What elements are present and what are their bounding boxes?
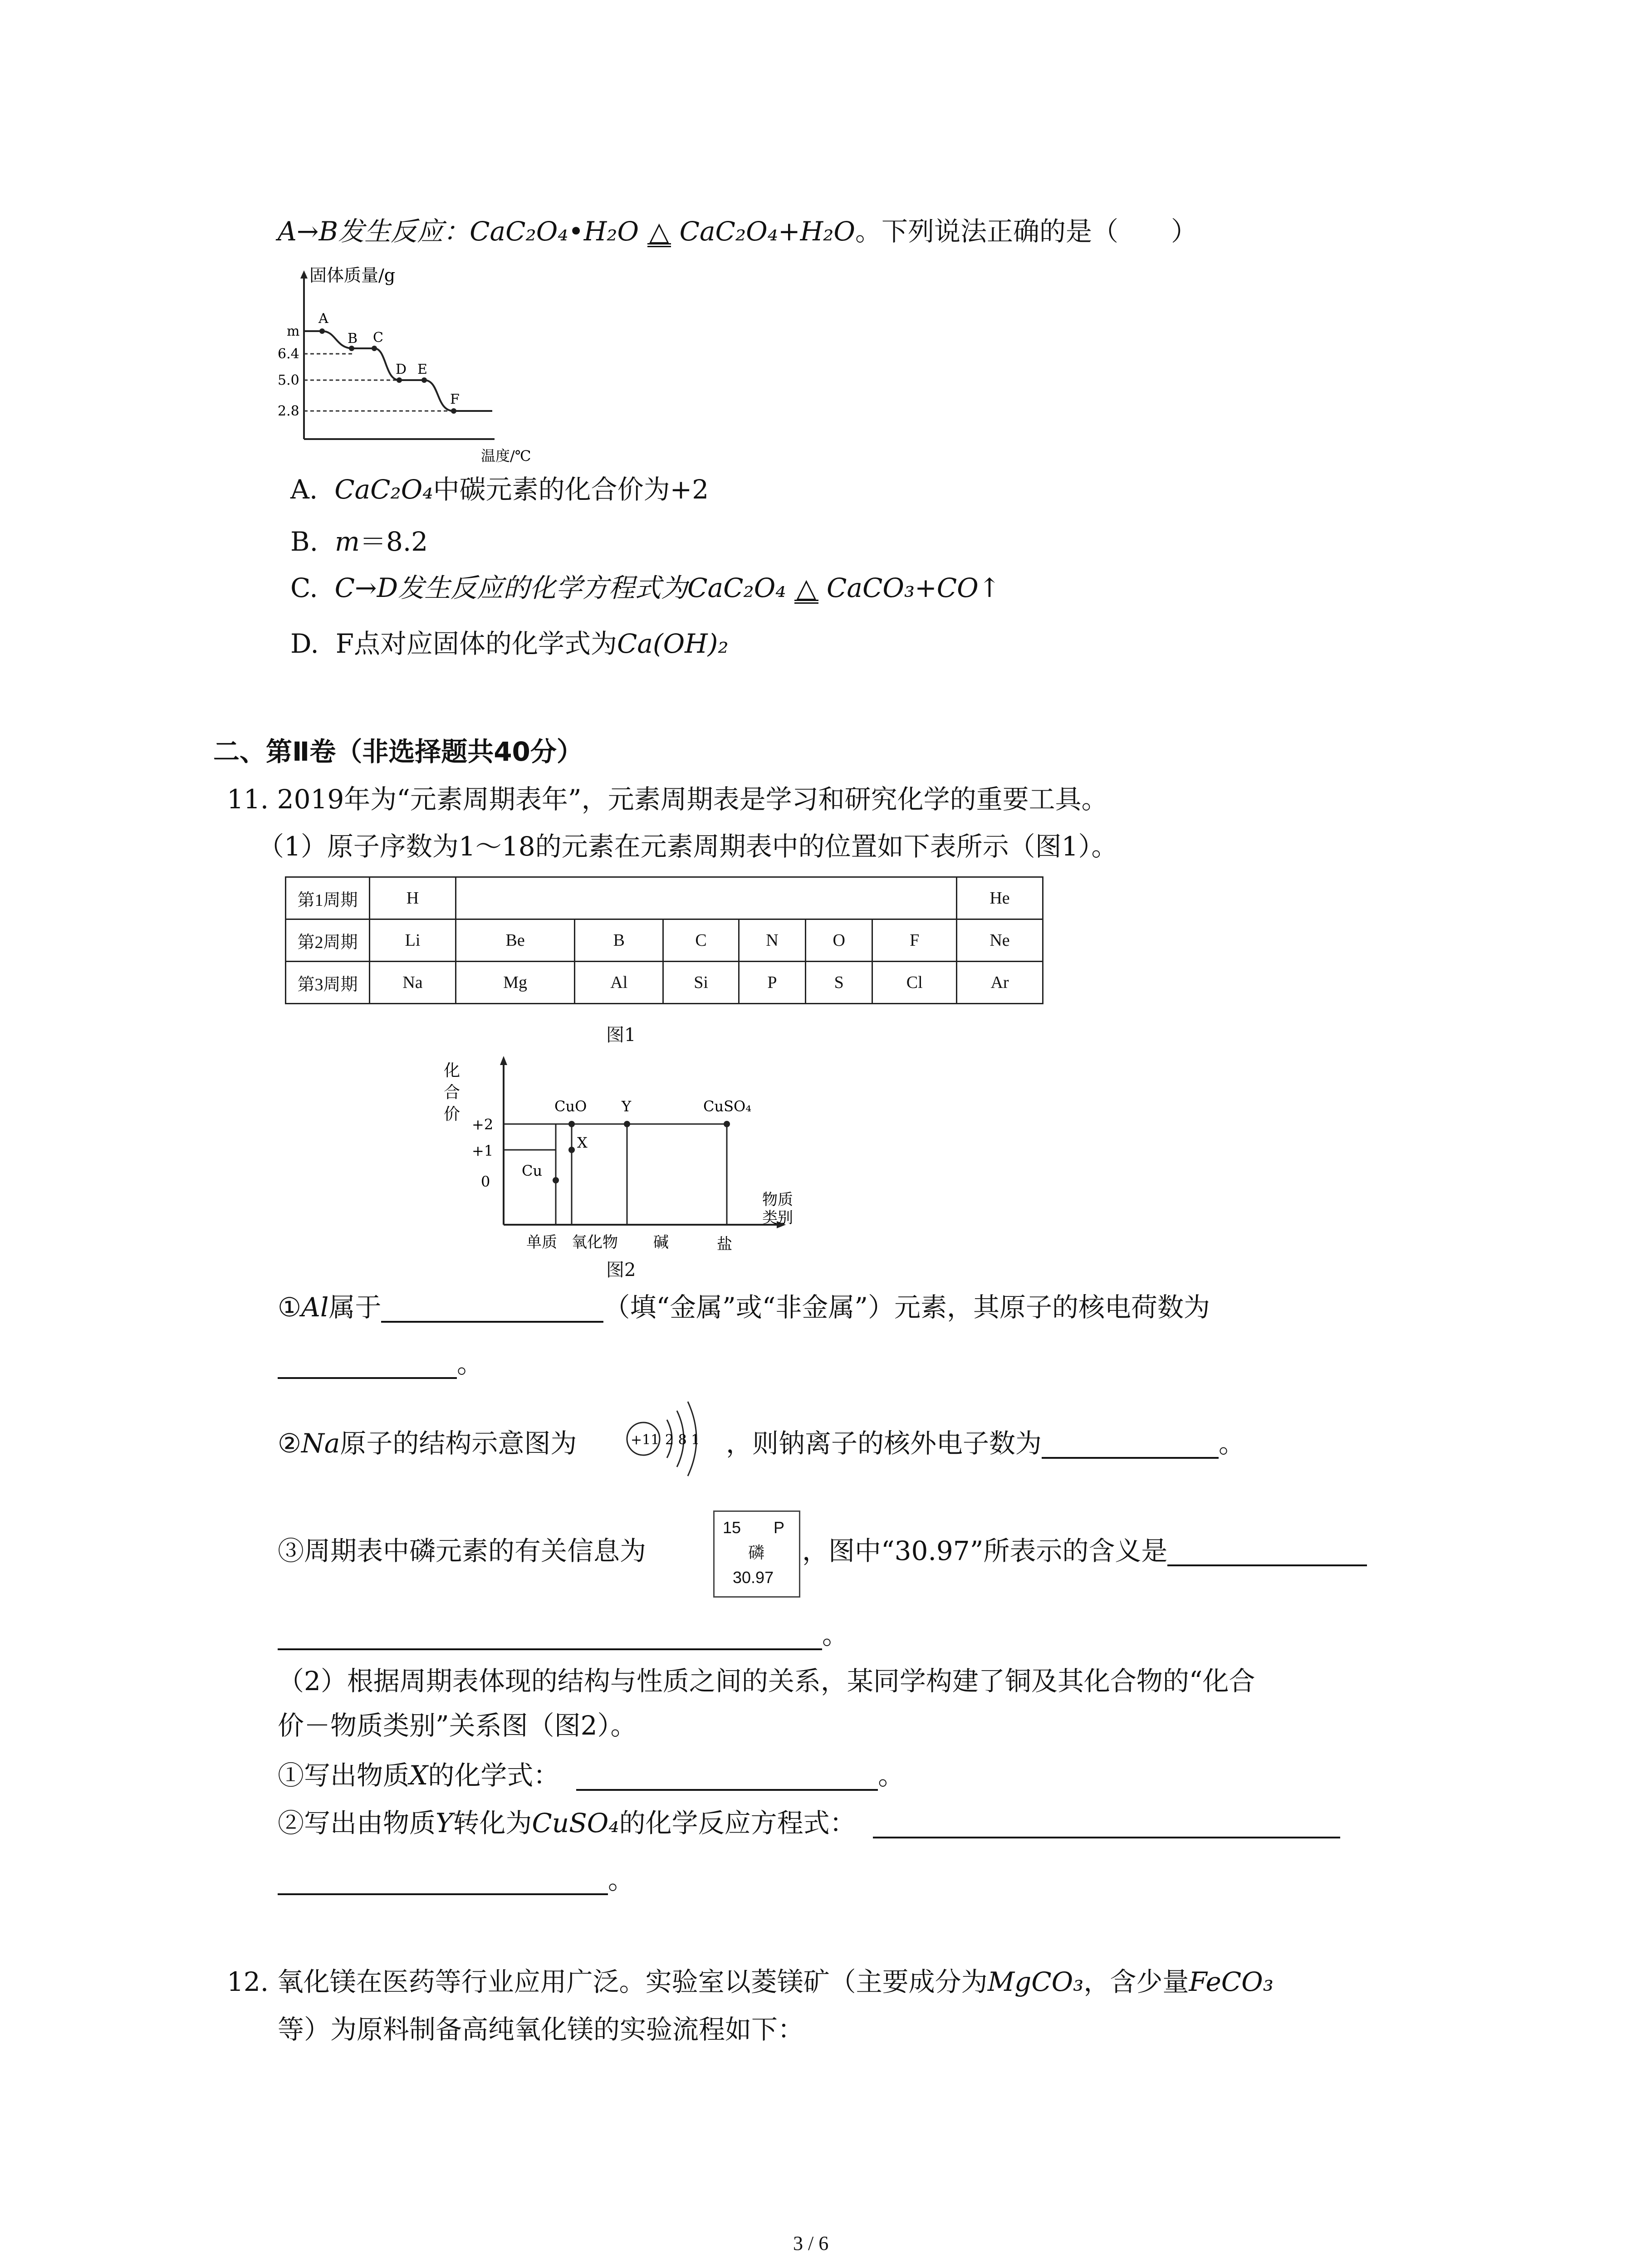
q11-sub1 bbox=[278, 1292, 1210, 1324]
fig2-x-label-2: 类别 bbox=[762, 1209, 793, 1227]
page-number: 3 / 6 bbox=[793, 2232, 829, 2254]
q10-point-f: F bbox=[450, 391, 460, 407]
q11-part2-sub1 bbox=[278, 1760, 904, 1792]
q10-mass-temperature-graph bbox=[268, 267, 594, 466]
option-letter: A. bbox=[290, 474, 318, 505]
answer-blank-y-equation[interactable] bbox=[873, 1810, 1340, 1838]
element-cell: B bbox=[575, 919, 663, 962]
fig2-ytick: +1 bbox=[472, 1142, 494, 1159]
q10-eq-left: CaC₂O₄•H₂O bbox=[470, 216, 639, 247]
q10-heating-condition: △ bbox=[647, 220, 671, 247]
na-atom-structure-diagram bbox=[622, 1388, 726, 1479]
period-label: 第2周期 bbox=[286, 919, 370, 962]
q10-ytick-6.4: 6.4 bbox=[278, 346, 299, 362]
p2-sub1-pre: 写出物质 bbox=[304, 1760, 410, 1791]
fig2-xtick: 氧化物 bbox=[572, 1233, 618, 1251]
p2-sub2-num: ② bbox=[278, 1808, 304, 1838]
option-b-var: m bbox=[334, 526, 360, 557]
p2-sub1-var: X bbox=[409, 1760, 428, 1791]
q12-line1-pre: 12. 氧化镁在医药等行业应用广泛。实验室以菱镁矿（主要成分为 bbox=[227, 1966, 988, 1997]
period-label: 第3周期 bbox=[286, 962, 370, 1004]
q10-ytick-2.8: 2.8 bbox=[278, 403, 299, 419]
option-b-text: ＝8.2 bbox=[359, 526, 428, 557]
q11-part1: （1）原子序数为1～18的元素在元素周期表中的位置如下表所示（图1）。 bbox=[258, 831, 1118, 862]
element-cell: Ne bbox=[957, 919, 1043, 962]
element-cell: Be bbox=[456, 919, 575, 962]
q12-line1-mid: ，含少量 bbox=[1083, 1966, 1189, 1997]
section-heading: 二、第Ⅱ卷（非选择题共40分） bbox=[213, 736, 583, 767]
option-d-formula: Ca(OH)₂ bbox=[617, 628, 729, 659]
q11-stem: 11. 2019年为“元素周期表年”，元素周期表是学习和研究化学的重要工具。 bbox=[227, 784, 1108, 815]
element-cell: N bbox=[739, 919, 805, 962]
element-cell: C bbox=[663, 919, 739, 962]
table-row bbox=[286, 877, 1043, 919]
element-cell: F bbox=[872, 919, 957, 962]
element-cell: O bbox=[806, 919, 872, 962]
answer-blank-atomic-mass-meaning-cont[interactable] bbox=[278, 1622, 822, 1650]
p2-sub1-post: 的化学式： bbox=[428, 1760, 560, 1791]
answer-blank-atomic-mass-meaning[interactable] bbox=[1167, 1538, 1367, 1566]
q11-sub3-end: 。 bbox=[822, 1619, 849, 1650]
q11-sub1-end: 。 bbox=[457, 1348, 484, 1379]
p2-sub1-end: 。 bbox=[878, 1760, 905, 1791]
q10-ytick-5.0: 5.0 bbox=[278, 372, 299, 388]
q11-sub1-num: ① bbox=[278, 1292, 301, 1323]
p2-sub2-end: 。 bbox=[608, 1864, 635, 1895]
q11-sub2-end: 。 bbox=[1219, 1428, 1245, 1459]
q10-graph-x-label: 温度/℃ bbox=[481, 447, 531, 464]
option-letter: D. bbox=[290, 628, 319, 659]
option-a-formula: CaC₂O₄ bbox=[334, 474, 433, 505]
period-label: 第1周期 bbox=[286, 877, 370, 919]
q10-stem-pre: A→B发生反应： bbox=[278, 216, 470, 247]
p2-sub1-num: ① bbox=[278, 1760, 304, 1791]
answer-blank-y-equation-cont[interactable] bbox=[278, 1867, 608, 1895]
p2-sub2-formula: CuSO₄ bbox=[532, 1808, 619, 1838]
q11-sub2-post: ，则钠离子的核外电子数为 bbox=[726, 1428, 1042, 1459]
q11-part2-sub2-line2 bbox=[278, 1864, 634, 1896]
phosphorus-element-tile bbox=[713, 1510, 800, 1598]
na-shell-electrons: 2 8 1 bbox=[665, 1432, 700, 1448]
q10-stem-post: 。下列说法正确的是（ ） bbox=[855, 216, 1197, 247]
element-cell: Na bbox=[370, 962, 456, 1004]
option-c-right: CaCO₃+CO↑ bbox=[826, 572, 1001, 603]
fig2-x-label-1: 物质 bbox=[762, 1191, 793, 1209]
answer-blank-nuclear-charge[interactable] bbox=[278, 1351, 457, 1379]
q10-ytick-m: m bbox=[287, 323, 300, 339]
empty-cell bbox=[456, 877, 957, 919]
element-cell: Mg bbox=[456, 962, 575, 1004]
q11-sub1-pre: 属于 bbox=[328, 1292, 382, 1323]
fig2-ytick: +2 bbox=[472, 1116, 494, 1133]
q10-point-e: E bbox=[417, 362, 427, 377]
q11-sub3-line2 bbox=[278, 1619, 848, 1651]
q12-line1 bbox=[227, 1966, 1274, 1998]
fig2-valence-category-chart bbox=[436, 1052, 817, 1261]
fig2-y-label-2: 合 bbox=[444, 1083, 460, 1102]
answer-blank-metal-type[interactable] bbox=[381, 1295, 603, 1323]
fig2-xtick: 单质 bbox=[526, 1233, 557, 1251]
q11-part2-line2: 价－物质类别”关系图（图2）。 bbox=[278, 1710, 637, 1741]
q11-sub2-num: ② bbox=[278, 1428, 301, 1459]
q11-sub3-pre: 周期表中磷元素的有关信息为 bbox=[304, 1535, 647, 1566]
q12-mgco3: MgCO₃ bbox=[987, 1966, 1084, 1997]
q10-option-d bbox=[290, 628, 729, 660]
q10-option-c bbox=[290, 572, 1000, 604]
fig2-point-y: Y bbox=[622, 1098, 632, 1115]
fig2-caption: 图2 bbox=[606, 1260, 636, 1281]
element-cell: Li bbox=[370, 919, 456, 962]
tile-name: 磷 bbox=[748, 1543, 765, 1562]
q11-part2-sub2 bbox=[278, 1808, 1340, 1839]
answer-blank-sodium-ion-electrons[interactable] bbox=[1042, 1431, 1219, 1459]
q11-sub3-num: ③ bbox=[278, 1535, 304, 1566]
q11-sub1-post: （填“金属”或“非金属”）元素，其原子的核电荷数为 bbox=[603, 1292, 1210, 1323]
option-d-pre: F点对应固体的化学式为 bbox=[335, 628, 617, 659]
fig2-ytick: 0 bbox=[481, 1173, 490, 1190]
option-c-left: CaC₂O₄ bbox=[687, 572, 786, 603]
option-a-text: 中碳元素的化合价为+2 bbox=[433, 474, 709, 505]
element-cell: He bbox=[957, 877, 1043, 919]
p2-sub2-var: Y bbox=[436, 1808, 453, 1838]
q11-sub3 bbox=[278, 1535, 646, 1567]
p2-sub2-mid: 转化为 bbox=[453, 1808, 532, 1838]
q10-option-a bbox=[290, 474, 709, 506]
p2-sub2-post: 的化学反应方程式： bbox=[619, 1808, 856, 1838]
tile-atomic-number: 15 bbox=[723, 1518, 741, 1537]
p2-sub2-pre: 写出由物质 bbox=[304, 1808, 436, 1838]
q11-sub2-pre: 原子的结构示意图为 bbox=[340, 1428, 577, 1459]
answer-blank-x-formula[interactable] bbox=[576, 1763, 878, 1791]
q10-point-b: B bbox=[348, 331, 358, 347]
fig1-caption: 图1 bbox=[606, 1025, 636, 1046]
fig2-point-cu: Cu bbox=[522, 1162, 543, 1179]
option-c-pre: C→D发生反应的化学方程式为 bbox=[334, 572, 688, 603]
fig2-xtick: 碱 bbox=[653, 1233, 669, 1251]
periodic-table-fig1 bbox=[285, 876, 1043, 1004]
q11-sub2-tail bbox=[726, 1428, 1245, 1460]
element-cell: Ar bbox=[957, 962, 1043, 1004]
fig2-y-label-1: 化 bbox=[444, 1061, 460, 1080]
tile-atomic-mass: 30.97 bbox=[733, 1568, 774, 1587]
element-cell: S bbox=[806, 962, 872, 1004]
tile-symbol: P bbox=[774, 1518, 785, 1537]
q11-sub2 bbox=[278, 1428, 577, 1460]
na-nucleus-label: +11 bbox=[631, 1432, 660, 1448]
option-letter: B. bbox=[290, 526, 318, 557]
fig2-y-label-3: 价 bbox=[444, 1105, 460, 1124]
q12-feco3: FeCO₃ bbox=[1189, 1966, 1274, 1997]
q11-sub1-element: Al bbox=[301, 1292, 329, 1323]
fig2-xtick: 盐 bbox=[717, 1235, 732, 1253]
element-cell: Si bbox=[663, 962, 739, 1004]
element-cell: Al bbox=[575, 962, 663, 1004]
q11-sub3-post: ，图中“30.97”所表示的含义是 bbox=[802, 1535, 1168, 1566]
fig2-point-x: X bbox=[577, 1134, 588, 1151]
option-c-heating-condition: △ bbox=[794, 576, 818, 604]
q11-part2-line1: （2）根据周期表体现的结构与性质之间的关系，某同学构建了铜及其化合物的“化合 bbox=[278, 1666, 1255, 1696]
q10-graph-y-label: 固体质量/g bbox=[309, 267, 396, 285]
option-letter: C. bbox=[290, 572, 318, 603]
q10-point-a: A bbox=[318, 311, 328, 327]
element-cell: P bbox=[739, 962, 805, 1004]
fig2-point-cuso4: CuSO₄ bbox=[703, 1098, 752, 1115]
table-row bbox=[286, 962, 1043, 1004]
fig2-point-cuo: CuO bbox=[554, 1098, 587, 1115]
element-cell: H bbox=[370, 877, 456, 919]
element-cell: Cl bbox=[872, 962, 957, 1004]
q11-sub2-element: Na bbox=[301, 1428, 340, 1459]
table-row bbox=[286, 919, 1043, 962]
q10-point-d: D bbox=[396, 362, 407, 377]
q10-eq-right: CaC₂O₄+H₂O bbox=[679, 216, 855, 247]
q12-line2: 等）为原料制备高纯氧化镁的实验流程如下： bbox=[278, 2014, 804, 2045]
q11-sub3-tail bbox=[802, 1535, 1367, 1567]
q10-option-b bbox=[290, 526, 428, 558]
q11-sub1-line2 bbox=[278, 1348, 483, 1380]
q10-point-c: C bbox=[373, 330, 383, 346]
q10-stem bbox=[278, 216, 1197, 248]
